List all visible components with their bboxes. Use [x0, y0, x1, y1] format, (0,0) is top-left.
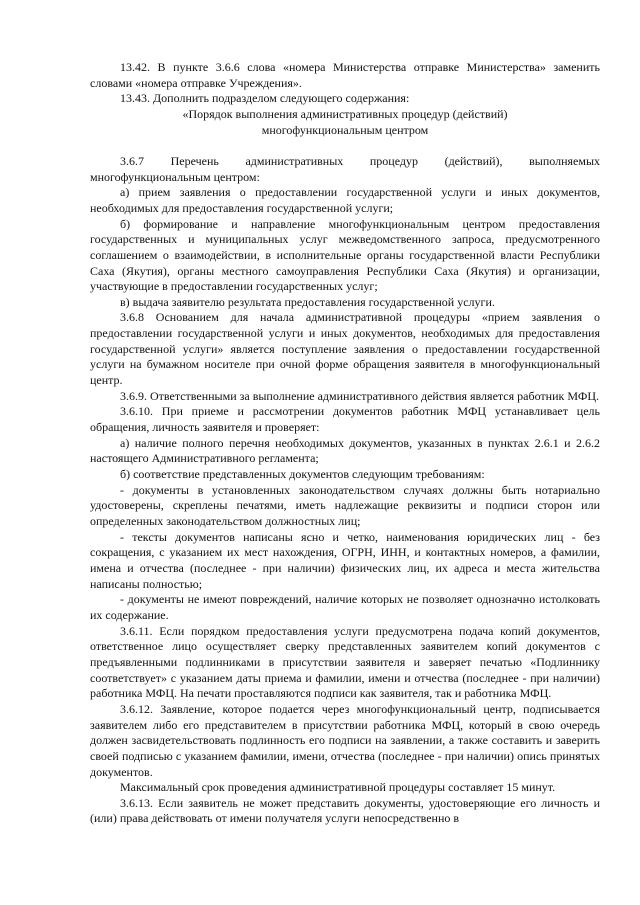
requirement-item-1: - документы в установленных законодательством случаях должны быть нотариально удостоверены, скреплены печатями, иметь надлежащие реквизиты и подписи сторон или определенных законодательством должностных лиц;	[90, 482, 600, 529]
blank-line	[90, 138, 600, 154]
check-item-b: б) соответствие представленных документов следующим требованиям:	[120, 467, 485, 482]
requirement-item-2: - тексты документов написаны ясно и четко, наименования юридических лиц - без сокращения, с указанием их мест нахождения, ОГРН, ИНН, и контактных номеров, а фамилии, имена и отчества (последнее - при наличии) физических лиц, их адреса и места жительства написаны полностью;	[90, 529, 600, 591]
list-item-v: в) выдача заявителю результата предоставления государственной услуги.	[120, 294, 495, 309]
paragraph-3-6-13: 3.6.13. Если заявитель не может представить документы, удостоверяющие его личность и (или) права действовать от имени получателя услуги непосредственно в	[90, 795, 600, 826]
paragraph-3-6-10: 3.6.10. При приеме и рассмотрении документов работник МФЦ устанавливает цель обращения, личность заявителя и проверяет:	[90, 404, 600, 435]
paragraph-3-6-7: 3.6.7 Перечень административных процедур (действий), выполняемых многофункциональным центром:	[90, 153, 600, 184]
paragraph-3-6-11: 3.6.11. Если порядком предоставления услуги предусмотрена подача копий документов, ответственное лицо осуществляет сверку представленных заявителем копий документов с предъявленными подлинниками в присутствии заявителя и заверяет печатью «Подлиннику соответствует» с указанием даты приема и фамилии, имени и отчества (последнее - при наличии) работника МФЦ. На печати проставляются подписи как заявителя, так и работника МФЦ.	[90, 623, 600, 701]
section-heading-line-2: многофункциональным центром	[261, 122, 429, 137]
requirement-item-3: - документы не имеют повреждений, наличие которых не позволяет однозначно истолковать их содержание.	[90, 592, 600, 622]
document-body	[90, 60, 600, 827]
paragraph-max-time: Максимальный срок проведения административной процедуры составляет 15 минут.	[120, 780, 556, 795]
paragraph-3-6-8: 3.6.8 Основанием для начала административной процедуры «прием заявления о предоставлении государственной услуги и иных документов, необходимых для предоставления государственной услуги» является поступление заявления о предоставлении государственной услуги на бумажном носителе при очной форме обращения заявителя в многофункциональный центр.	[90, 310, 600, 388]
paragraph-3-6-9: 3.6.9. Ответственными за выполнение административного действия является работник МФЦ.	[120, 388, 599, 403]
paragraph-13-43: 13.43. Дополнить подразделом следующего содержания:	[120, 91, 410, 106]
list-item-b: б) формирование и направление многофункциональным центром предоставления государственных и муниципальных услуг межведомственного запроса, предусмотренного соглашением о взаимодействии, в исполнительные органы государственной власти Республики Саха (Якутия), органы местного самоуправления Республики Саха (Якутия) и организации, участвующие в предоставлении государственных услуг;	[90, 216, 600, 294]
check-item-a: а) наличие полного перечня необходимых документов, указанных в пунктах 2.6.1 и 2.6.2 настоящего Административного регламента;	[90, 435, 600, 466]
section-heading-line-1: «Порядок выполнения административных процедур (действий)	[182, 106, 508, 121]
list-item-a: а) прием заявления о предоставлении государственной услуги и иных документов, необходимых для предоставления государственной услуги;	[90, 185, 600, 215]
paragraph-3-6-12: 3.6.12. Заявление, которое подается через многофункциональный центр, подписывается заявителем либо его представителем в присутствии работника МФЦ, который в свою очередь должен засвидетельствовать подлинность его подписи на заявлении, а также составить и заверить своей подписью с указанием фамилии, имени, отчества (последнее - при наличии) опись принятых документов.	[90, 701, 600, 779]
paragraph-13-42: 13.42. В пункте 3.6.6 слова «номера Министерства отправке Министерства» заменить словами «номера отправке Учреждения».	[90, 60, 600, 90]
